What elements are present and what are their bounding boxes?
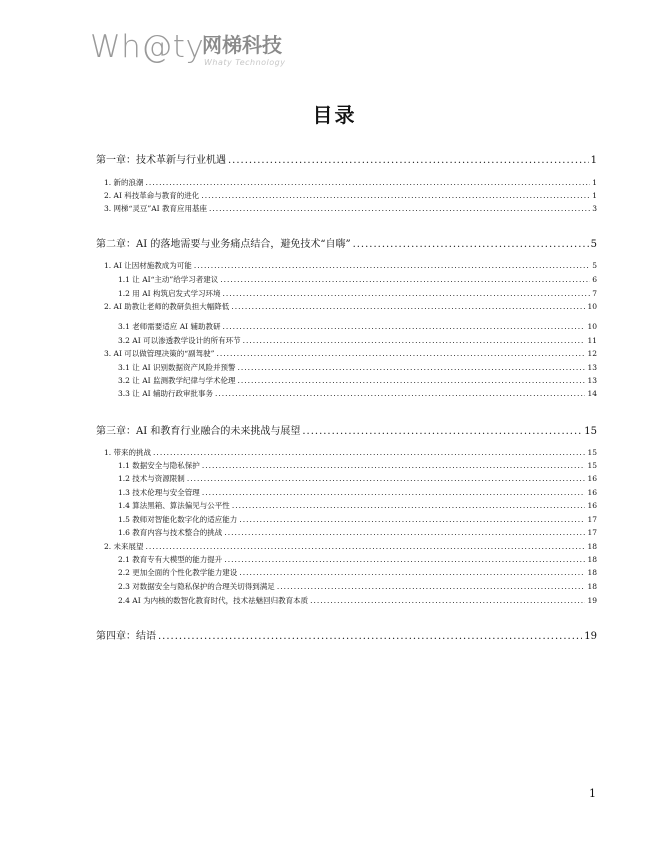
toc-entry-title: 2. AI 助教让老师的教研负担大幅降低	[104, 302, 230, 311]
toc-chapter-entry[interactable]	[96, 238, 597, 252]
toc-entry-title: 1.4 算法黑箱、算法偏见与公平性	[118, 501, 230, 510]
toc-section-entry[interactable]	[104, 261, 597, 271]
toc-dot-leader	[187, 474, 586, 484]
toc-entry-page: 19	[584, 631, 597, 642]
toc-entry-page: 18	[587, 542, 597, 551]
toc-subsection-entry[interactable]	[118, 528, 597, 538]
toc-dot-leader	[302, 425, 582, 439]
toc-entry-page: 1	[592, 178, 597, 187]
toc-entry-title: 3.1 让 AI 识别数据资产风险并预警	[118, 363, 236, 372]
toc-dot-leader	[224, 528, 585, 538]
toc-dot-leader	[222, 289, 590, 299]
toc-entry-page: 10	[587, 302, 597, 311]
toc-subsection-entry[interactable]	[118, 336, 597, 346]
toc-entry-title: 1.6 教育内容与技术整合的挑战	[118, 528, 223, 537]
toc-dot-leader	[239, 568, 585, 578]
toc-entry-page: 16	[587, 488, 597, 497]
toc-entry-title: 3. AI 可以做管理决策的“副驾驶”	[104, 349, 215, 358]
toc-entry-title: 1. 新的浪潮	[104, 178, 144, 187]
toc-entry-page: 13	[587, 376, 597, 385]
toc-entry-title: 1.1 让 AI“主动”给学习者建议	[118, 275, 219, 284]
toc-dot-leader	[243, 336, 586, 346]
toc-entry-page: 12	[587, 349, 597, 358]
toc-dot-leader	[231, 302, 585, 312]
toc-entry-title: 第四章：结语	[96, 631, 156, 642]
toc-entry-title: 1.1 数据安全与隐私保护	[118, 461, 200, 470]
toc-subsection-entry[interactable]	[118, 488, 597, 498]
toc-entry-title: 2.4 AI 为内核的数智化教育时代，技术祛魅回归教育本质	[118, 596, 309, 605]
toc-dot-leader	[232, 501, 586, 511]
toc-section-entry[interactable]	[104, 448, 597, 458]
toc-entry-page: 15	[587, 448, 597, 457]
toc-dot-leader	[239, 515, 585, 525]
toc-entry-title: 2. AI 科技革命与教育的进化	[104, 191, 200, 200]
toc-subsection-entry[interactable]	[118, 289, 597, 299]
toc-subsection-entry[interactable]	[118, 389, 597, 399]
toc-dot-leader	[153, 448, 585, 458]
toc-entry-title: 第一章：技术革新与行业机遇	[96, 155, 226, 166]
toc-entry-title: 1.3 技术伦理与安全管理	[118, 488, 200, 497]
toc-entry-page: 10	[587, 322, 597, 331]
toc-entry-title: 1.2 技术与资源限制	[118, 474, 185, 483]
page-number: 1	[589, 787, 596, 800]
toc-subsection-entry[interactable]	[118, 474, 597, 484]
toc-section-entry[interactable]	[104, 349, 597, 359]
toc-dot-leader	[220, 275, 590, 285]
toc-entry-page: 13	[587, 363, 597, 372]
toc-entry-title: 1. 带来的挑战	[104, 448, 152, 457]
toc-entry-page: 18	[587, 555, 597, 564]
toc-entry-page: 19	[587, 596, 597, 605]
toc-entry-title: 3.1 老师需要适应 AI 辅助教研	[118, 322, 221, 331]
toc-entry-page: 1	[590, 155, 597, 166]
toc-entry-title: 第三章：AI 和教育行业融合的未来挑战与展望	[96, 426, 301, 437]
toc-entry-page: 16	[587, 474, 597, 483]
toc-chapter-entry[interactable]	[96, 630, 597, 644]
toc-section-entry[interactable]	[104, 302, 597, 312]
toc-dot-leader	[146, 178, 591, 188]
toc-entry-title: 1. AI 让因材施教成为可能	[104, 261, 192, 270]
toc-subsection-entry[interactable]	[118, 555, 597, 565]
toc-section-entry[interactable]	[104, 191, 597, 201]
toc-entry-page: 11	[587, 336, 597, 345]
toc-subsection-entry[interactable]	[118, 275, 597, 285]
toc-entry-title: 2.2 更加全面的个性化教学能力建设	[118, 568, 238, 577]
toc-entry-title: 3.2 AI 可以渗透教学设计的所有环节	[118, 336, 241, 345]
toc-section-entry[interactable]	[104, 542, 597, 552]
toc-dot-leader	[215, 389, 585, 399]
toc-subsection-entry[interactable]	[118, 501, 597, 511]
toc-entry-page: 7	[592, 289, 597, 298]
toc-entry-page: 5	[592, 261, 597, 270]
toc-entry-title: 2. 未来展望	[104, 542, 144, 551]
toc-subsection-entry[interactable]	[118, 376, 597, 386]
toc-dot-leader	[228, 154, 589, 168]
toc-entry-page: 14	[587, 389, 597, 398]
toc-subsection-entry[interactable]	[118, 322, 597, 332]
logo-subtitle: Whaty Technology	[204, 58, 286, 67]
toc-entry-title: 3.2 让 AI 监测教学纪律与学术伦理	[118, 376, 236, 385]
toc-dot-leader	[201, 191, 590, 201]
toc-dot-leader	[224, 555, 585, 565]
toc-entry-page: 15	[587, 461, 597, 470]
toc-dot-leader	[277, 582, 586, 592]
toc-chapter-entry[interactable]	[96, 154, 597, 168]
toc-dot-leader	[353, 238, 589, 252]
toc-dot-leader	[209, 204, 590, 214]
toc-section-entry[interactable]	[104, 204, 597, 214]
toc-entry-page: 18	[587, 582, 597, 591]
toc-dot-leader	[202, 461, 586, 471]
toc-entry-page: 5	[590, 239, 597, 250]
toc-dot-leader	[310, 596, 585, 606]
toc-dot-leader	[158, 630, 582, 644]
toc-entry-title: 1.2 用 AI 构筑启发式学习环境	[118, 289, 221, 298]
toc-dot-leader	[146, 542, 586, 552]
toc-subsection-entry[interactable]	[118, 596, 597, 606]
toc-entry-page: 6	[592, 275, 597, 284]
toc-section-entry[interactable]	[104, 178, 597, 188]
toc-dot-leader	[202, 488, 586, 498]
toc-entry-title: 3.3 让 AI 辅助行政审批事务	[118, 389, 213, 398]
toc-entry-title: 3. 网梯“灵豆”AI 教育应用基座	[104, 204, 207, 213]
toc-entry-page: 18	[587, 568, 597, 577]
logo-chinese-name: 网梯科技	[202, 33, 282, 57]
toc-dot-leader	[222, 322, 585, 332]
company-logo	[90, 28, 350, 68]
toc-entry-title: 1.5 教师对智能化数字化的适应能力	[118, 515, 238, 524]
toc-entry-page: 17	[587, 528, 597, 537]
toc-dot-leader	[237, 376, 585, 386]
toc-entry-title: 2.3 对数据安全与隐私保护的合理关切得到满足	[118, 582, 275, 591]
toc-entry-title: 第二章：AI 的落地需要与业务痛点结合，避免技术“自嗨”	[96, 239, 351, 250]
toc-subsection-entry[interactable]	[118, 515, 597, 525]
toc-entry-page: 17	[587, 515, 597, 524]
toc-entry-page: 16	[587, 501, 597, 510]
toc-subsection-entry[interactable]	[118, 582, 597, 592]
toc-dot-leader	[216, 349, 585, 359]
logo-wordmark: Wh@ty	[90, 29, 205, 65]
toc-dot-leader	[194, 261, 590, 271]
toc-entry-page: 3	[592, 204, 597, 213]
toc-entry-title: 2.1 教育专有大模型的能力提升	[118, 555, 223, 564]
toc-subsection-entry[interactable]	[118, 461, 597, 471]
toc-entry-page: 1	[592, 191, 597, 200]
page-title: 目录	[312, 103, 357, 127]
toc-chapter-entry[interactable]	[96, 425, 597, 439]
toc-subsection-entry[interactable]	[118, 568, 597, 578]
toc-dot-leader	[237, 363, 585, 373]
toc-entry-page: 15	[584, 426, 597, 437]
toc-subsection-entry[interactable]	[118, 363, 597, 373]
